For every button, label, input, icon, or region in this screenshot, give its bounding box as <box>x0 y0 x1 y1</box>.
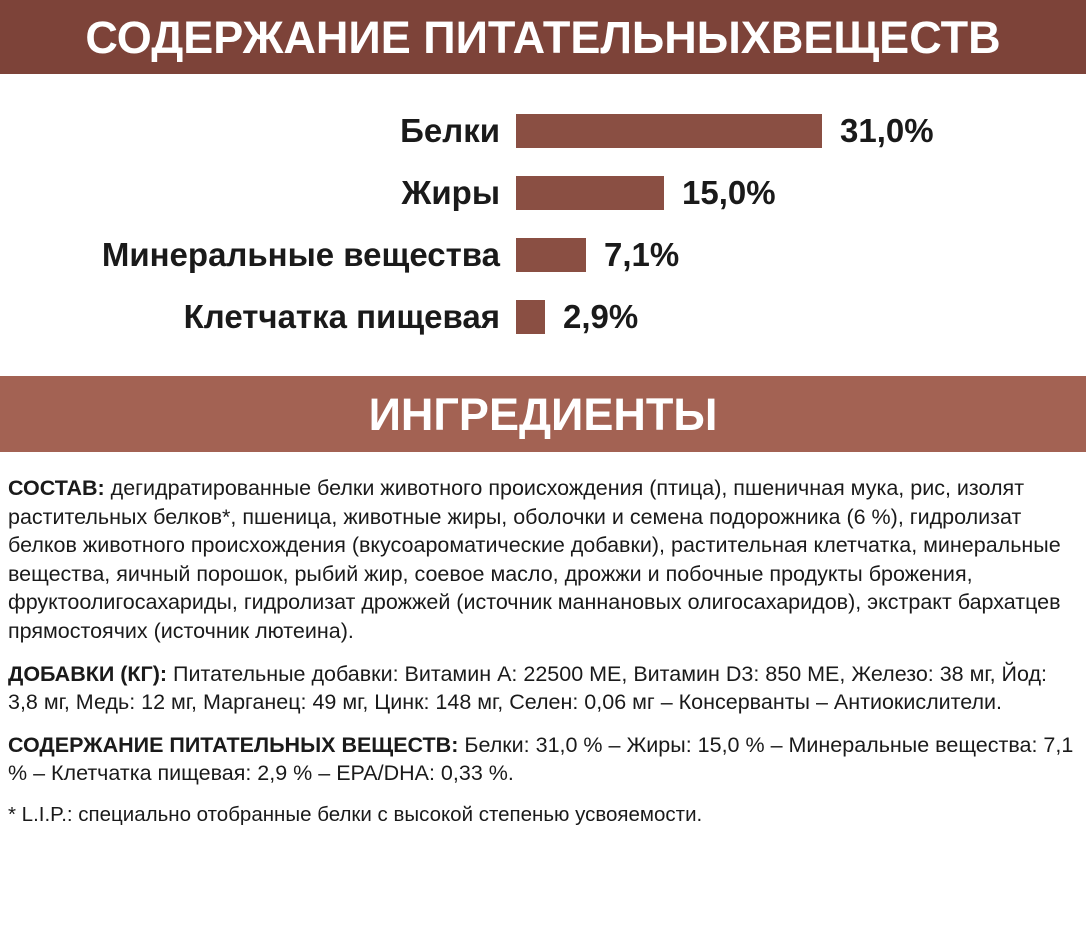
ingredients-content <box>0 452 1086 829</box>
composition-text: дегидратированные белки животного происхождения (птица), пшеничная мука, рис, изолят растительных белков*, пшеница, животные жиры, оболочки и семена подорожника (6 %), гидролизат белков животного происхождения (вкусоароматические добавки), растительная клетчатка, минеральные вещества, яичный порошок, рыбий жир, соевое масло, дрожжи и побочные продукты брожения, фруктоолигосахариды, гидролизат дрожжей (источник маннановых олигосахаридов), экстракт бархатцев прямостоячих (источник лютеина). <box>8 476 1061 643</box>
chart-value-protein: 31,0% <box>840 112 934 149</box>
chart-bar-fiber <box>516 300 545 334</box>
chart-value-fiber: 2,9% <box>563 298 639 335</box>
chart-bar-group-minerals <box>516 236 679 274</box>
chart-row <box>0 100 1086 162</box>
nutrition-header-band <box>0 0 1086 74</box>
nutrition-header-title: СОДЕРЖАНИЕ ПИТАТЕЛЬНЫХВЕЩЕСТВ <box>85 11 1001 63</box>
chart-row <box>0 286 1086 348</box>
chart-value-minerals: 7,1% <box>604 236 680 273</box>
chart-label-minerals: Минеральные вещества <box>101 236 500 273</box>
chart-row <box>0 224 1086 286</box>
composition-lead: СОСТАВ: <box>8 476 105 500</box>
analysis-paragraph <box>8 731 1074 788</box>
additives-text: Питательные добавки: Витамин А: 22500 МЕ, Витамин D3: 850 МЕ, Железо: 38 мг, Йод: 3,8 мг, Медь: 12 мг, Марганец: 49 мг, Цинк: 148 мг, Селен: 0,06 мг – Консерванты – Антиокислители. <box>8 661 1048 715</box>
additives-paragraph <box>8 660 1074 717</box>
composition-paragraph <box>8 474 1074 646</box>
chart-label-protein: Белки <box>400 112 500 149</box>
chart-bar-protein <box>516 114 822 148</box>
ingredients-header-band <box>0 376 1086 452</box>
nutrition-bar-chart <box>0 74 1086 358</box>
chart-bar-group-fiber <box>516 298 638 336</box>
chart-value-fat: 15,0% <box>682 174 776 211</box>
additives-lead: ДОБАВКИ (КГ): <box>8 661 168 686</box>
chart-label-fiber: Клетчатка пищевая <box>183 298 500 335</box>
analysis-text: Белки: 31,0 % – Жиры: 15,0 % – Минеральные вещества: 7,1 % – Клетчатка пищевая: 2,9 % – EPA/DHA: 0,33 %. <box>8 732 1074 786</box>
chart-row <box>0 162 1086 224</box>
ingredients-header-title: ИНГРЕДИЕНТЫ <box>368 388 718 440</box>
chart-bar-group-fat <box>516 174 776 212</box>
chart-label-fat: Жиры <box>401 174 500 211</box>
chart-bar-group-protein <box>516 112 934 150</box>
footnote-text: * L.I.P.: специально отобранные белки с высокой степенью усвояемости. <box>8 802 703 826</box>
analysis-lead: СОДЕРЖАНИЕ ПИТАТЕЛЬНЫХ ВЕЩЕСТВ: <box>8 732 459 757</box>
chart-bar-fat <box>516 176 664 210</box>
chart-bar-minerals <box>516 238 586 272</box>
